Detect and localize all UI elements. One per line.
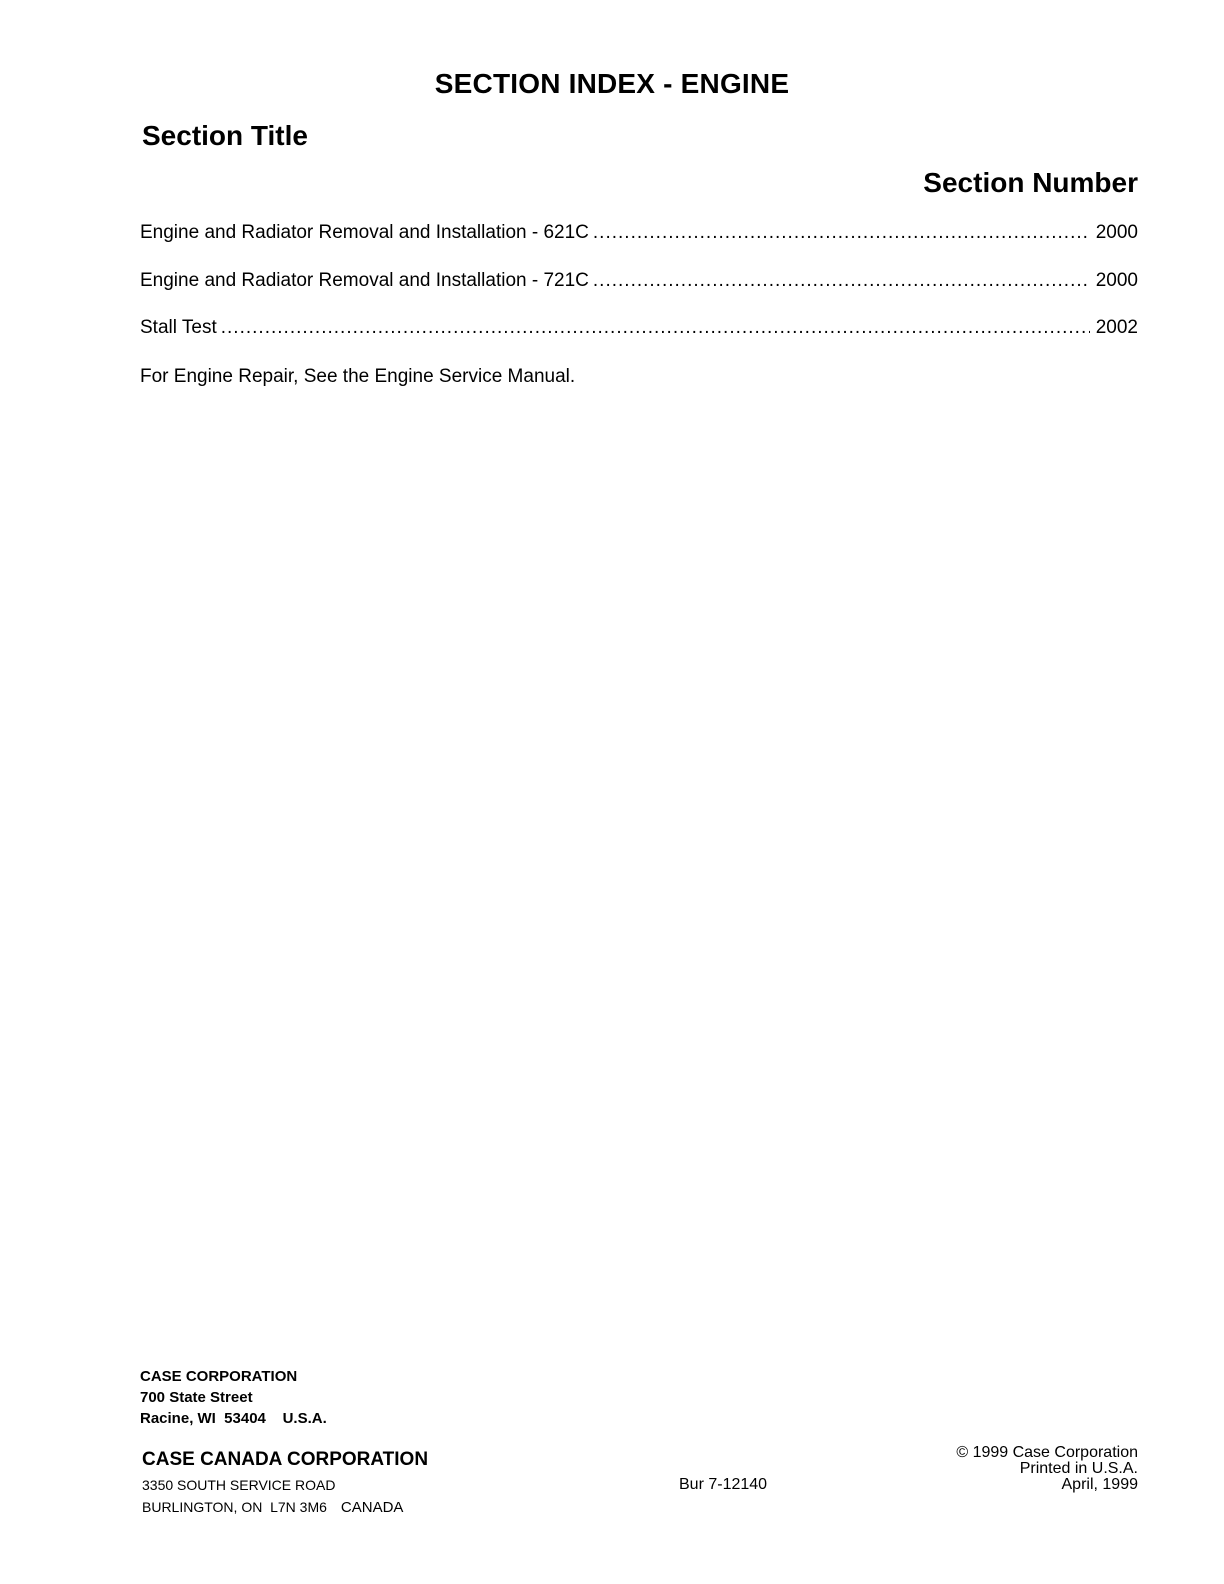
publication-date: April, 1999	[1061, 1476, 1138, 1493]
index-entry-title: Engine and Radiator Removal and Installation - 621C	[140, 222, 589, 243]
printed-in: Printed in U.S.A.	[1019, 1460, 1138, 1477]
us-company-name: CASE CORPORATION	[140, 1368, 298, 1385]
index-entry[interactable]	[140, 317, 1138, 365]
service-manual-note: For Engine Repair, See the Engine Service Manual.	[140, 366, 576, 387]
copyright-notice: © 1999 Case Corporation	[956, 1444, 1138, 1461]
index-entry[interactable]	[140, 222, 1138, 270]
column-heading-section-number: Section Number	[923, 167, 1138, 198]
dot-leader	[221, 317, 1090, 339]
index-entry-title: Stall Test	[140, 317, 217, 338]
dot-leader	[593, 270, 1090, 292]
section-index-list	[140, 222, 1138, 365]
index-entry-title: Engine and Radiator Removal and Installation - 721C	[140, 269, 589, 291]
us-address-block	[140, 1366, 327, 1429]
document-code: Bur 7-12140	[679, 1476, 768, 1493]
us-city: Racine, WI 53404 U.S.A.	[140, 1410, 327, 1427]
index-entry[interactable]	[140, 270, 1138, 318]
canada-street: 3350 SOUTH SERVICE ROAD	[142, 1477, 336, 1493]
canada-company-name: CASE CANADA CORPORATION	[142, 1449, 429, 1470]
page-title: SECTION INDEX - ENGINE	[434, 68, 790, 99]
canada-country: CANADA	[340, 1499, 404, 1516]
dot-leader	[593, 222, 1090, 244]
canada-city: BURLINGTON, ON L7N 3M6	[142, 1499, 327, 1515]
us-street: 700 State Street	[140, 1389, 253, 1406]
canada-city-line	[142, 1496, 403, 1519]
index-entry-number: 2000	[1095, 222, 1138, 243]
column-heading-section-title: Section Title	[142, 120, 308, 151]
canada-address-block	[142, 1474, 403, 1519]
index-entry-number: 2002	[1095, 317, 1138, 338]
copyright-block	[956, 1445, 1138, 1493]
index-entry-number: 2000	[1095, 269, 1138, 291]
